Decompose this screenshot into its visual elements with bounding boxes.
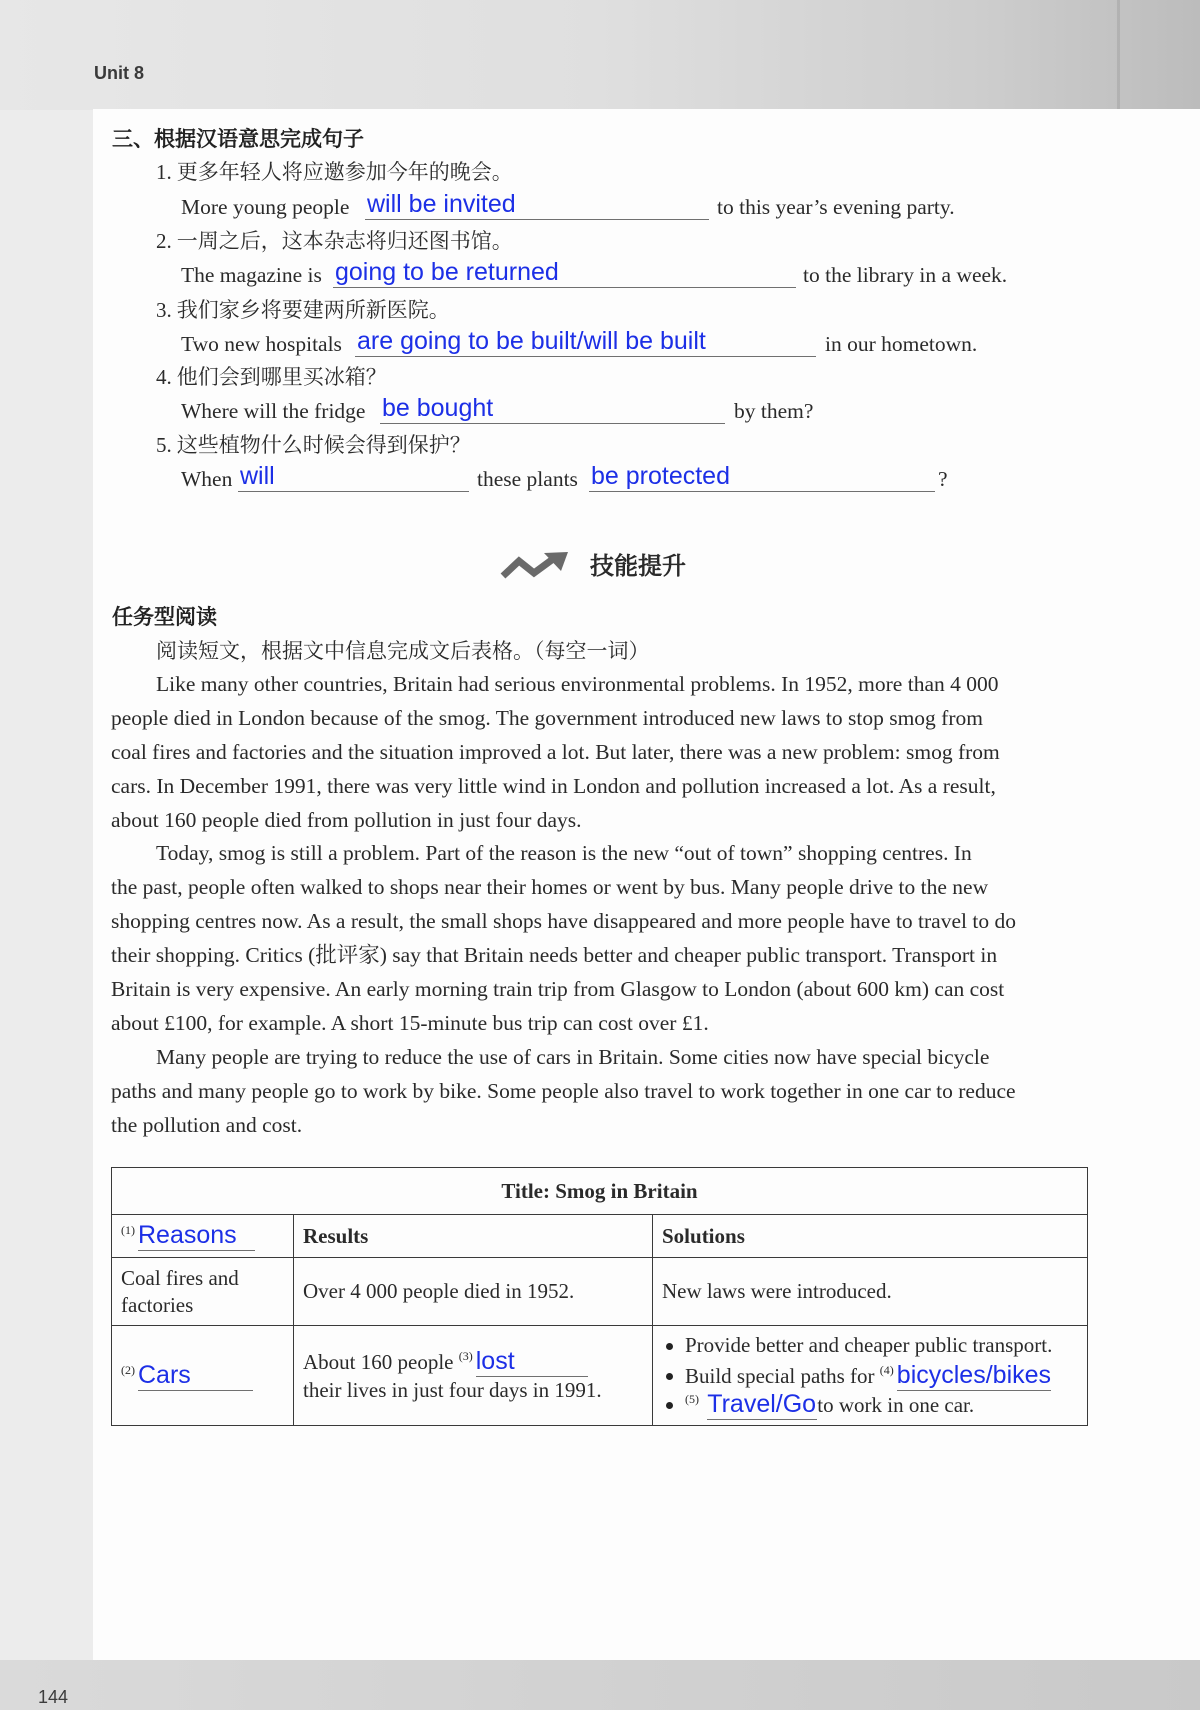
- chinese-sentence: 一周之后，这本杂志将归还图书馆。: [176, 229, 513, 253]
- bullet-icon: [666, 1343, 673, 1350]
- solution-cell: [653, 1326, 1088, 1426]
- blank-number: (5): [685, 1392, 699, 1407]
- passage-line: about 160 people died from pollution in just four days.: [111, 807, 582, 832]
- page-top-margin: [0, 0, 1200, 110]
- sentence-end: by them?: [734, 399, 814, 423]
- sentence-start: The magazine is: [181, 263, 322, 287]
- passage-line: Today, smog is still a problem. Part of the reason is the new “out of town” shopping centres. In: [156, 841, 972, 866]
- handwritten-answer: Reasons: [138, 1221, 237, 1249]
- handwritten-answer: Cars: [138, 1360, 191, 1389]
- passage-line: their shopping. Critics (批评家) say that Britain needs better and cheaper public transport. Transport in: [111, 943, 998, 968]
- item-number: 2.: [156, 229, 172, 253]
- solution-bullet: [662, 1361, 1078, 1391]
- reading-task-title: 任务型阅读: [112, 605, 217, 629]
- header-solutions: Solutions: [653, 1215, 1088, 1258]
- smog-table: [111, 1167, 1088, 1426]
- trend-arrow-icon: [500, 551, 570, 581]
- header-reasons-cell: [112, 1215, 294, 1258]
- blank-number: (1): [121, 1223, 135, 1237]
- passage-line: paths and many people go to work by bike. Some people also travel to work together in one car to reduce: [111, 1078, 1016, 1103]
- answer-blank: [476, 1347, 588, 1377]
- solution-text: to work in one car.: [817, 1393, 975, 1418]
- answer-blank: [380, 393, 725, 424]
- sentence-end: in our hometown.: [825, 332, 978, 356]
- chinese-sentence: 我们家乡将要建两所新医院。: [176, 298, 450, 322]
- table-title: Title: Smog in Britain: [112, 1168, 1088, 1215]
- item-number: 1.: [156, 160, 172, 184]
- result-line: their lives in just four days in 1991.: [303, 1378, 602, 1402]
- answer-blank: [138, 1221, 255, 1251]
- handwritten-answer: be bought: [382, 394, 494, 422]
- passage-line: people died in London because of the smog. The government introduced new laws to stop smog from: [111, 705, 983, 730]
- table-row: [112, 1258, 1088, 1326]
- solution-text: Build special paths for: [685, 1363, 875, 1388]
- result-text: About 160 people: [303, 1350, 454, 1374]
- item-number: 4.: [156, 365, 172, 389]
- sentence-end: to the library in a week.: [803, 263, 1008, 287]
- sentence-middle: these plants: [477, 467, 578, 491]
- page-bottom-margin: [0, 1660, 1200, 1710]
- solution-cell: New laws were introduced.: [653, 1258, 1088, 1326]
- chinese-sentence: 更多年轻人将应邀参加今年的晚会。: [176, 160, 513, 184]
- page-fold-shadow: [1117, 0, 1120, 110]
- header-results: Results: [294, 1215, 653, 1258]
- answer-blank: [355, 326, 816, 357]
- sentence-start: Two new hospitals: [181, 332, 342, 356]
- passage-line: shopping centres now. As a result, the small shops have disappeared and more people have to travel to do: [111, 909, 1016, 934]
- solution-bullet: [662, 1390, 1078, 1420]
- answer-blank: [365, 189, 709, 220]
- item-english-line: [0, 461, 1200, 497]
- reason-cell: [112, 1326, 294, 1426]
- answer-blank: [589, 461, 935, 492]
- answer-blank: [333, 257, 796, 288]
- table-row: [112, 1326, 1088, 1426]
- solution-bullet: [662, 1331, 1078, 1361]
- item-chinese-prompt: [156, 227, 513, 255]
- result-cell: [294, 1326, 653, 1426]
- passage-line: the past, people often walked to shops near their homes or went by bus. Many people drive to the new: [111, 875, 989, 900]
- passage-line: cars. In December 1991, there was very little wind in London and pollution increased a lot. As a result,: [111, 773, 996, 798]
- handwritten-answer: bicycles/bikes: [896, 1360, 1052, 1389]
- item-chinese-prompt: [156, 296, 450, 324]
- item-english-line: [0, 189, 1200, 225]
- reading-instruction: 阅读短文，根据文中信息完成文后表格。（每空一词）: [156, 639, 650, 663]
- answer-blank: [897, 1361, 1051, 1391]
- chinese-sentence: 这些植物什么时候会得到保护？: [176, 433, 471, 457]
- item-english-line: [0, 257, 1200, 293]
- sentence-end: ?: [938, 467, 948, 491]
- sentence-end: to this year’s evening party.: [717, 195, 955, 219]
- sentence-start: Where will the fridge: [181, 399, 366, 423]
- passage-line: the pollution and cost.: [111, 1112, 303, 1137]
- answer-blank: [138, 1361, 253, 1391]
- passage-line: Many people are trying to reduce the use of cars in Britain. Some cities now have special bicycle: [156, 1044, 990, 1069]
- handwritten-answer: will be invited: [367, 190, 516, 218]
- handwritten-answer: will: [240, 462, 275, 490]
- chinese-sentence: 他们会到哪里买冰箱？: [176, 365, 387, 389]
- answer-blank: [707, 1390, 817, 1420]
- handwritten-answer: are going to be built/will be built: [357, 327, 706, 355]
- result-line: [303, 1347, 643, 1377]
- solution-text: Provide better and cheaper public transport.: [685, 1333, 1053, 1358]
- item-english-line: [0, 393, 1200, 429]
- passage-line: Britain is very expensive. An early morning train trip from Glasgow to London (about 600 km) can cost: [111, 977, 1005, 1002]
- blank-number: (2): [121, 1362, 135, 1377]
- page-number: 144: [38, 1687, 69, 1707]
- item-chinese-prompt: [156, 363, 387, 391]
- reason-cell: Coal fires and factories: [112, 1258, 294, 1326]
- passage-line: about £100, for example. A short 15-minute bus trip can cost over £1.: [111, 1010, 709, 1035]
- table-title-row: [112, 1168, 1088, 1215]
- answer-blank: [238, 461, 469, 492]
- table-header-row: [112, 1215, 1088, 1258]
- sentence-start: More young people: [181, 195, 350, 219]
- passage-line: Like many other countries, Britain had serious environmental problems. In 1952, more than 4 000: [156, 672, 999, 696]
- skills-heading: 技能提升: [590, 552, 686, 580]
- item-english-line: [0, 326, 1200, 362]
- item-chinese-prompt: [156, 431, 471, 459]
- result-cell: Over 4 000 people died in 1952.: [294, 1258, 653, 1326]
- bullet-icon: [666, 1402, 673, 1409]
- blank-number: (4): [879, 1362, 894, 1377]
- reading-passage: [111, 668, 1091, 1142]
- item-number: 3.: [156, 298, 172, 322]
- item-chinese-prompt: [156, 158, 513, 186]
- unit-label: Unit 8: [94, 63, 145, 83]
- blank-number: (3): [458, 1349, 473, 1363]
- handwritten-answer: lost: [475, 1347, 515, 1375]
- sentence-start: When: [181, 467, 233, 491]
- item-number: 5.: [156, 433, 172, 457]
- handwritten-answer: Travel/Go: [707, 1390, 817, 1419]
- bullet-icon: [666, 1373, 673, 1380]
- handwritten-answer: going to be returned: [335, 258, 559, 286]
- handwritten-answer: be protected: [591, 462, 730, 490]
- section-heading-translate: 三、根据汉语意思完成句子: [112, 127, 364, 151]
- passage-line: coal fires and factories and the situation improved a lot. But later, there was a new problem: smog from: [111, 739, 1000, 764]
